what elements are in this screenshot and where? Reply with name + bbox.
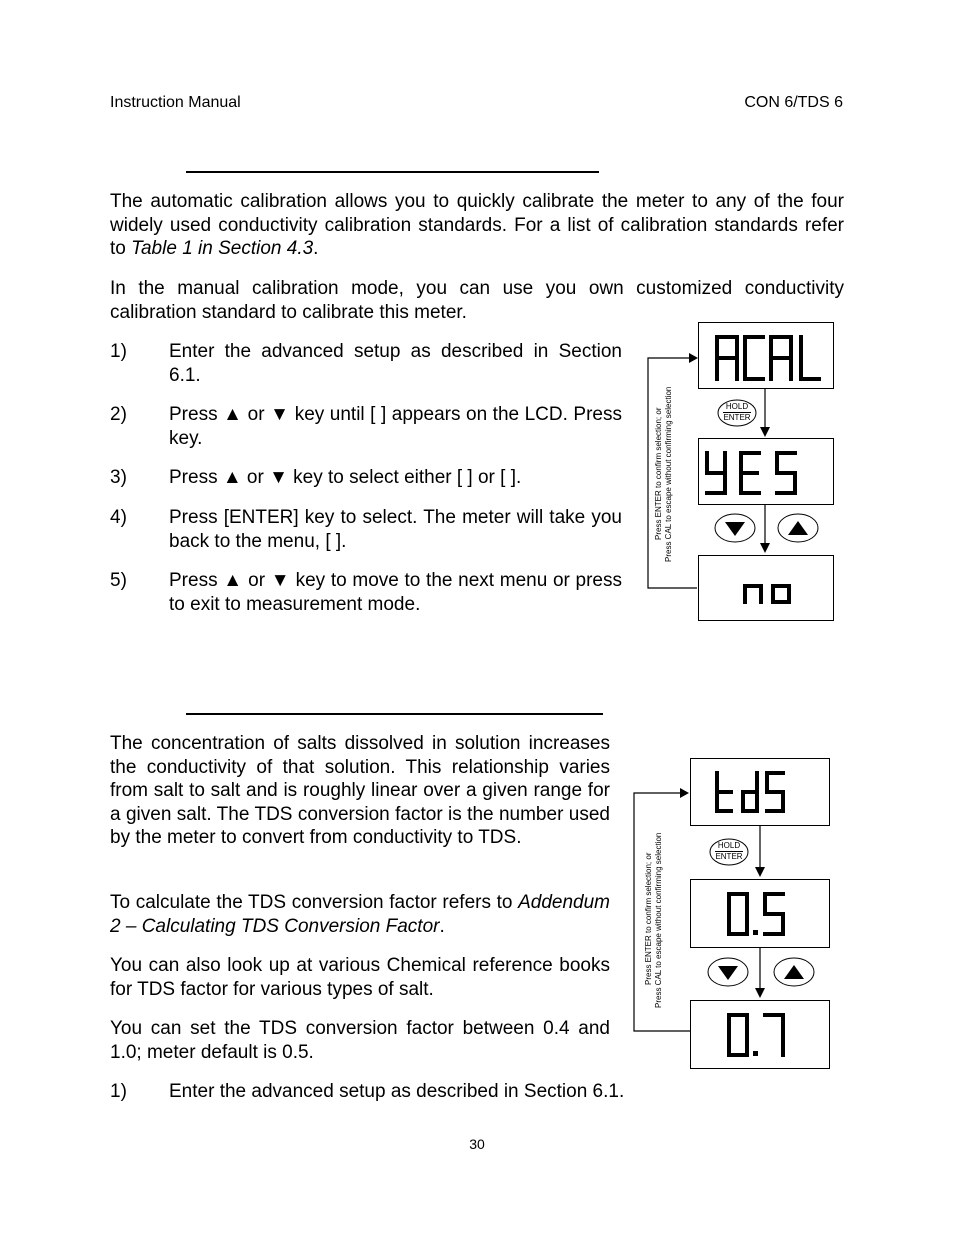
lcd-display-no bbox=[698, 555, 834, 621]
diagram-acal-note-escape: Press CAL to escape without confirming selection bbox=[664, 386, 673, 562]
up-key-icon bbox=[773, 957, 815, 987]
diagram-acal-note-confirm: Press ENTER to confirm selection; or bbox=[654, 407, 663, 540]
hold-enter-key-label: HOLD ENTER bbox=[723, 402, 751, 422]
down-key-icon bbox=[714, 513, 756, 543]
diagram-tds-note-confirm: Press ENTER to confirm selection; or bbox=[644, 852, 653, 985]
lcd-display-yes bbox=[698, 438, 834, 505]
lcd-display-acal bbox=[698, 322, 834, 389]
up-key-icon bbox=[777, 513, 819, 543]
header-manual-title: Instruction Manual bbox=[110, 94, 241, 111]
down-key-icon bbox=[707, 957, 749, 987]
page-number: 30 bbox=[469, 1136, 485, 1152]
diagram-tds-note-escape: Press CAL to escape without confirming selection bbox=[654, 832, 663, 1008]
section2-heading-underline bbox=[186, 713, 603, 715]
section2-paragraph-range: You can set the TDS conversion factor between 0.4 and 1.0; meter default is 0.5. bbox=[110, 1018, 610, 1063]
header-model: CON 6/TDS 6 bbox=[744, 94, 843, 111]
section1-paragraph-intro: The automatic calibration allows you to quickly calibrate the meter to any of the four widely used conductivity calibration standards. For a list of calibration standards refer to Table 1 in Section 4.3. bbox=[110, 191, 844, 259]
lcd-display-tds bbox=[690, 758, 830, 826]
hold-enter-key-label: HOLD ENTER bbox=[715, 841, 743, 861]
section2-paragraph-calculate: To calculate the TDS conversion factor refers to Addendum 2 – Calculating TDS Conversion Factor. bbox=[110, 892, 610, 937]
section1-heading-underline bbox=[186, 171, 599, 173]
section1-paragraph-manual: In the manual calibration mode, you can use you own customized conductivity calibration standard to calibrate this meter. bbox=[110, 278, 844, 323]
section2-paragraph-concentration: The concentration of salts dissolved in solution increases the conductivity of that solution. This relationship varies from salt to salt and is roughly linear over a given range for a given salt. The TDS conversion factor is the number used by the meter to convert from conductivity to TDS. bbox=[110, 733, 610, 848]
section2-paragraph-reference: You can also look up at various Chemical reference books for TDS factor for various types of salt. bbox=[110, 955, 610, 1000]
lcd-display-0-5 bbox=[690, 879, 830, 948]
lcd-display-0-7 bbox=[690, 1000, 830, 1069]
